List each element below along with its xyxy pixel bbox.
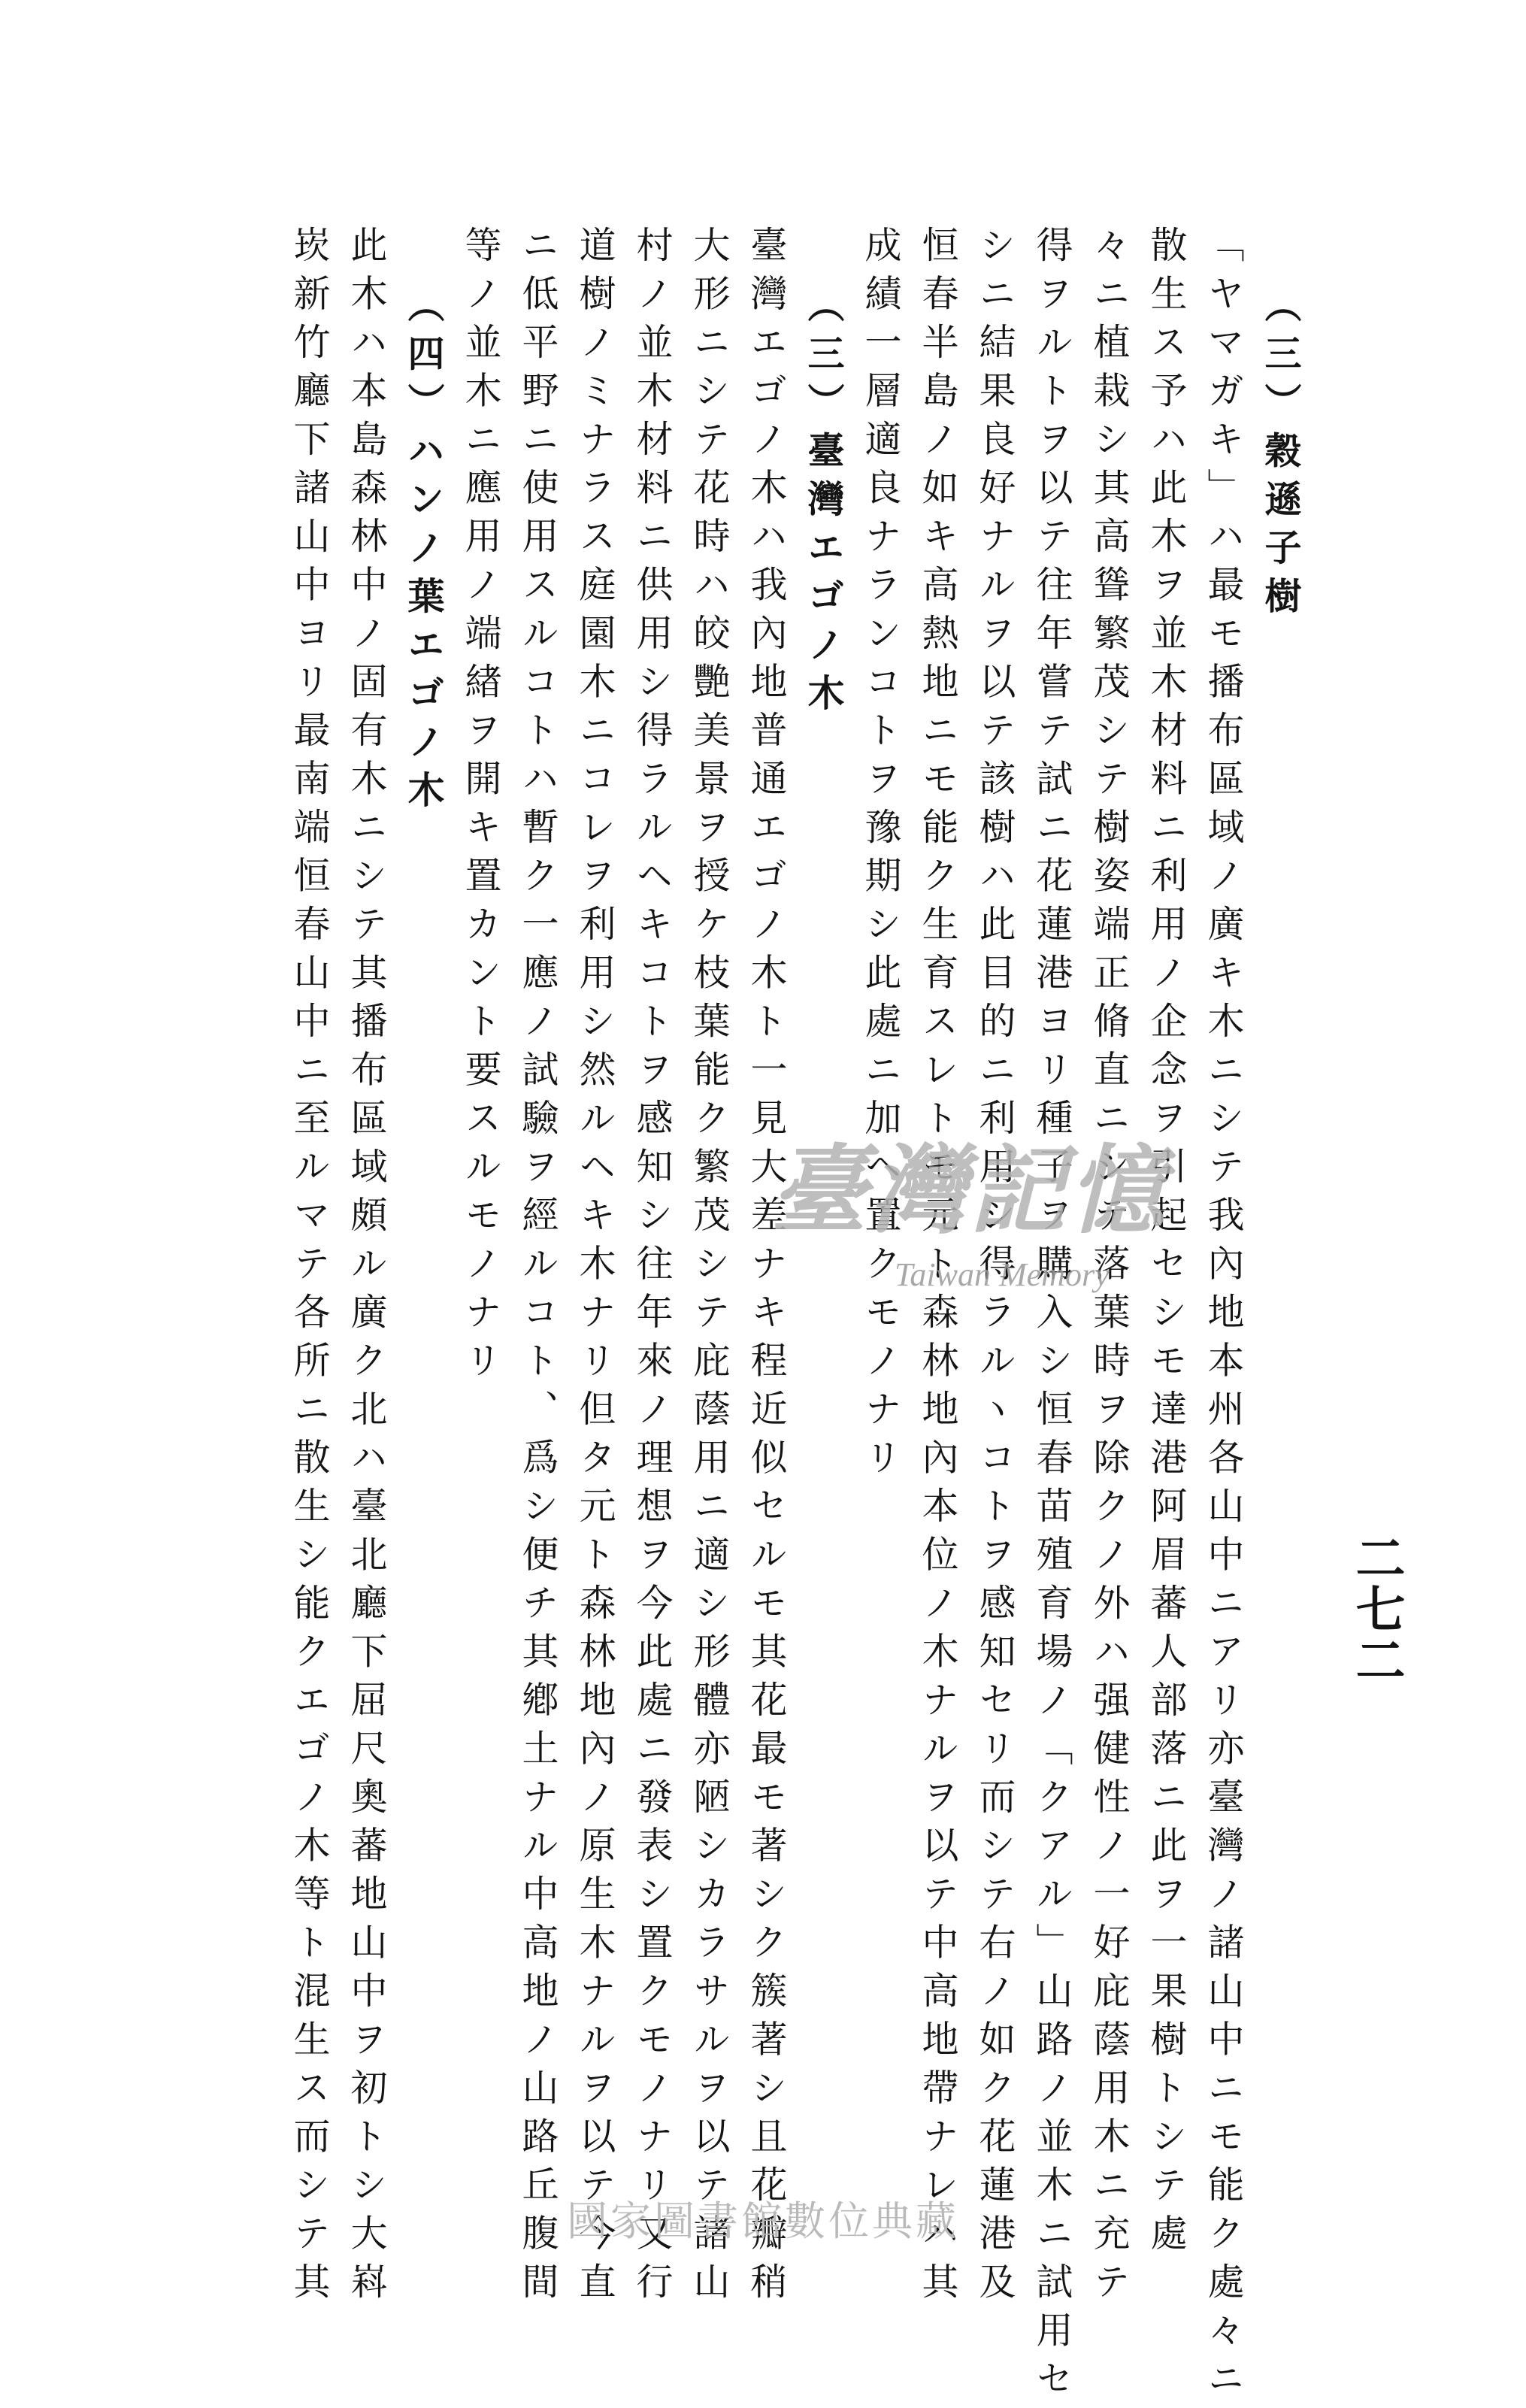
text-column: 道樹ノミナラス庭園木ニコレヲ利用シ然ルヘキ木ナリ但タ元ト森林地內ノ原生木ナルヲ以テ今直 xyxy=(574,226,616,2311)
text-column: 「ヤマガキ」ハ最モ播布區域ノ廣キ木ニシテ我內地本州各山中ニアリ亦臺灣ノ諸山中ニモ能ク處々ニ xyxy=(1202,226,1245,2408)
page-number: 二七二 xyxy=(1347,1532,1406,1686)
watermark-title: 臺灣記憶 xyxy=(771,1134,1168,1247)
text-column: 臺灣エゴノ木ハ我內地普通エゴノ木ト一見大差ナキ程近似セルモ其花最モ著シク簇著シ且花瓣稍 xyxy=(745,226,788,2311)
watermark-subtitle: Taiwan Memory xyxy=(895,1256,1110,1293)
section-heading: （四）ハンノ葉エゴノ木 xyxy=(402,286,446,819)
text-column: 成績一層適良ナランコトヲ豫期シ此處ニ加ヘ置クモノナリ xyxy=(859,226,902,1486)
text-column: 々ニ植栽シ其高聳繁茂シテ樹姿端正脩直ニシテ落葉時ヲ除クノ外ハ强健性ノ一好庇蔭用木ニ充テ xyxy=(1088,226,1131,2311)
vertical-text-body xyxy=(272,226,1303,2408)
text-column: 散生ス予ハ此木ヲ並木材料ニ利用ノ企念ヲ引起セシモ達港阿眉蕃人部落ニ此ヲ一果樹トシテ處 xyxy=(1145,226,1188,2262)
text-column: 等ノ並木ニ應用ノ端緖ヲ開キ置カント要スルモノナリ xyxy=(459,226,502,1389)
text-column: 得ヲルトヲ以テ往年嘗テ試ニ花蓮港ヨリ種子ヲ購入シ恒春苗殖育場ノ「クアル」山路ノ並木ニ試用セ xyxy=(1031,226,1073,2408)
section-heading: （三）臺灣エゴノ木 xyxy=(802,286,846,722)
taiwan-memory-watermark xyxy=(771,1134,1252,1293)
section-heading: （三）穀遜子樹 xyxy=(1259,286,1303,625)
text-column: 此木ハ本島森林中ノ固有木ニシテ其播布區域頗ル廣ク北ハ臺北廳下屈尺奧蕃地山中ヲ初トシ大嵙 xyxy=(345,226,388,2311)
text-column: 恒春半島ノ如キ高熱地ニモ能ク生育スレトモ元ト森林地內本位ノ木ナルヲ以テ中高地帶ナレハ其 xyxy=(916,226,959,2311)
footer-credit: 國家圖書館數位典藏 xyxy=(567,2197,959,2245)
text-column: 村ノ並木材料ニ供用シ得ラルヘキコトヲ感知シ往年來ノ理想ヲ今此處ニ發表シ置クモノナリ又行 xyxy=(631,226,674,2311)
text-column: 大形ニシテ花時ハ皎艷美景ヲ授ケ枝葉能ク繁茂シテ庇蔭用ニ適シ形體亦陋シカラサルヲ以テ諸山 xyxy=(688,226,731,2311)
text-column: シニ結果良好ナルヲ以テ該樹ハ此目的ニ利用シ得ラルヽコトヲ感知セリ而シテ右ノ如ク花蓮港及 xyxy=(973,226,1016,2311)
text-column: 崁新竹廳下諸山中ヨリ最南端恒春山中ニ至ルマテ各所ニ散生シ能クエゴノ木等ト混生ス而シテ其 xyxy=(288,226,331,2311)
text-column: ニ低平野ニ使用スルコトハ暫ク一應ノ試驗ヲ經ルコト、爲シ便チ其鄕土ナル中高地ノ山路丘腹間 xyxy=(516,226,559,2311)
